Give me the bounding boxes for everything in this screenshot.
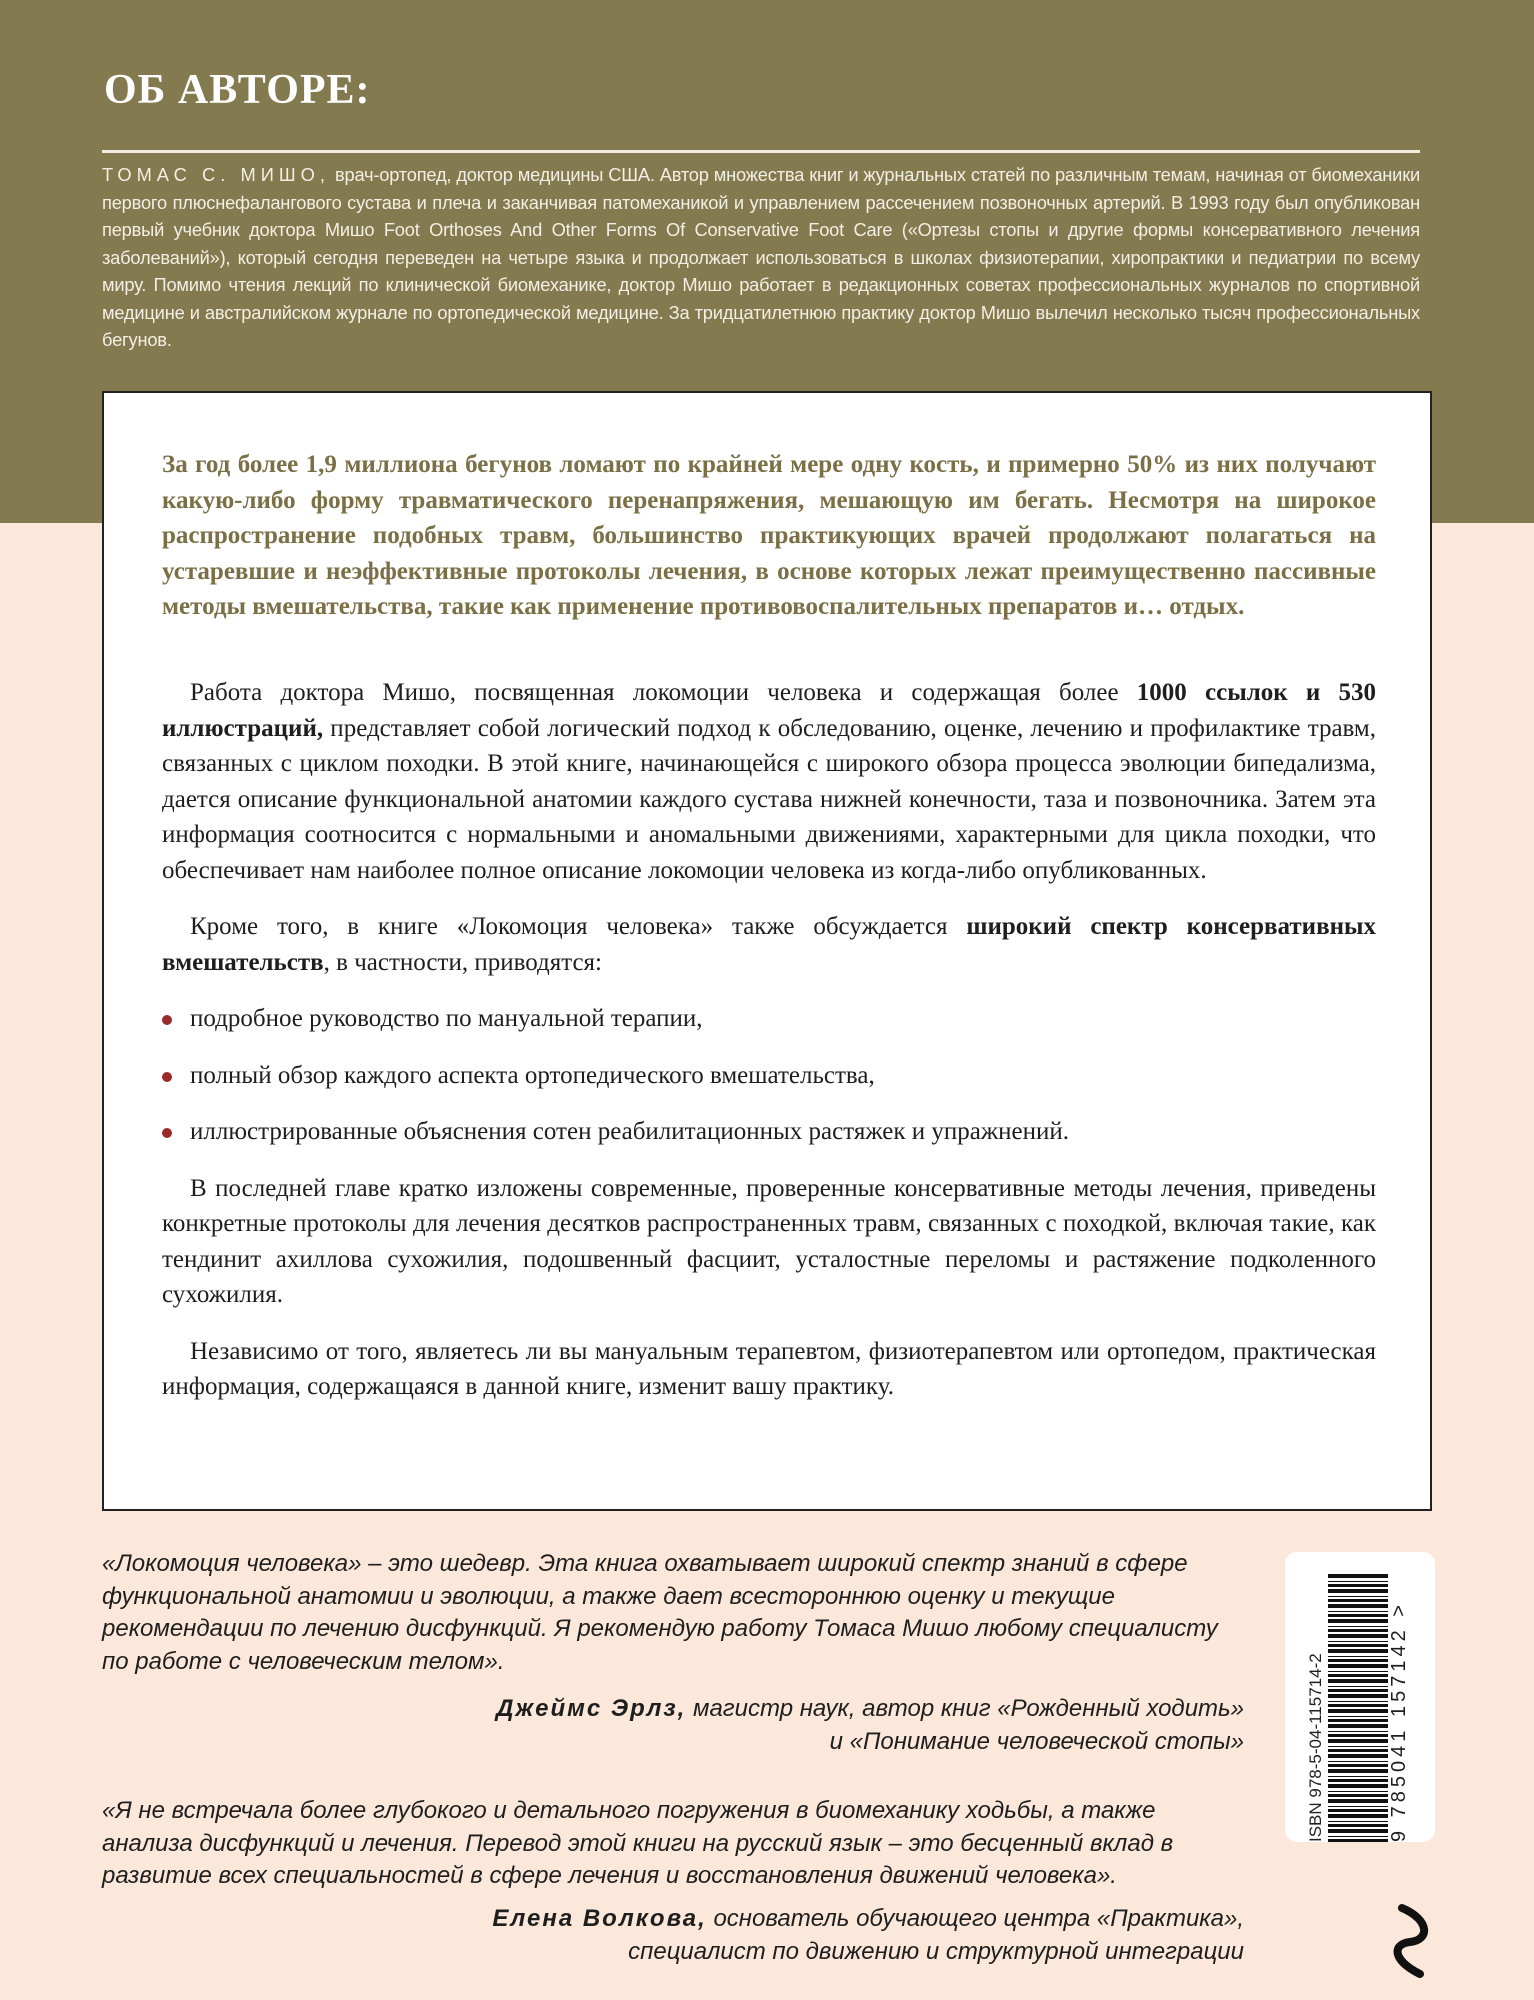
list-item-text: подробное руководство по мануальной терапии, — [190, 1005, 703, 1032]
bullet-icon — [162, 1015, 172, 1025]
testimonial-quote: «Локомоция человека» – это шедевр. Эта книга охватывает широкий спектр знаний в сфере функциональной анатомии и эволюции, а также дает всестороннюю оценку и текущие рекомендации по лечению дисфункций. Я рекомендую работу Томаса Мишо любому специалисту по работе с человеческим телом». — [102, 1550, 1218, 1675]
ean-number: 9 785041 157142 > — [1388, 1601, 1410, 1842]
description-box — [102, 391, 1432, 1511]
description-body — [162, 675, 1376, 1426]
list-item — [162, 1058, 1376, 1094]
barcode — [1285, 1552, 1435, 1842]
bold-text: широкий спектр консервативных вмешательств — [162, 913, 1376, 976]
author-bio-text: врач-ортопед, доктор медицины США. Автор множества книг и журнальных статей по различным темам, начиная от биомеханики первого плюснефалангового сустава и плеча и заканчивая патомеханикой и управлением рассечением позвоночных артерий. В 1993 году был опубликован первый учебник доктора Мишо Foot Orthoses And Other Forms Of Conservative Foot Care («Ортезы стопы и другие формы консервативного лечения заболеваний»), который сегодня переведен на четыре языка и продолжает использоваться в школах физиотерапии, хиропрактики и педиатрии по всему миру. Помимо чтения лекций по клинической биомеханике, доктор Мишо работает в редакционных советах профессиональных журналов по спортивной медицине и австралийском журнале по ортопедической медицине. За тридцатилетнюю практику доктор Мишо вылечил несколько тысяч профессиональных бегунов. — [102, 164, 1420, 350]
text: Кроме того, в книге «Локомоция человека» также обсуждается — [190, 913, 967, 940]
list-item — [162, 1001, 1376, 1037]
paragraph — [162, 675, 1376, 888]
text: Работа доктора Мишо, посвященная локомоции человека и содержащая более — [190, 679, 1137, 706]
author-bio — [102, 161, 1420, 354]
text: представляет собой логический подход к обследованию, оценке, лечению и профилактике травм, связанных с циклом походки. В этой книге, начинающейся с широкого обзора процесса эволюции бипедализма, дается описание функциональной анатомии каждого сустава нижней конечности, таза и позвоночника. Затем эта информация соотносится с нормальными и аномальными движениями, характерными для цикла походки, что обеспечивает нам наиболее полное описание локомоции человека из когда-либо опубликованных. — [162, 714, 1376, 884]
barcode-rotated — [1306, 1552, 1410, 1842]
bold-text: 1000 ссылок и 530 иллюстраций, — [162, 679, 1376, 742]
divider — [102, 150, 1420, 153]
list-item — [162, 1114, 1376, 1150]
text: , в частности, приводятся: — [323, 948, 602, 976]
testimonial-attribution — [344, 1903, 1244, 1968]
list-item-text: иллюстрированные объяснения сотен реабилитационных растяжек и упражнений. — [190, 1118, 1070, 1145]
quote-author: Елена Волкова, — [492, 1905, 707, 1932]
bullet-icon — [162, 1128, 172, 1138]
publisher-logo-icon — [1380, 1900, 1440, 1980]
paragraph: В последней главе кратко изложены современные, проверенные консервативные методы лечения, приведены конкретные протоколы для лечения десятков распространенных травм, связанных с походкой, включая такие, как тендинит ахиллова сухожилия, подошвенный фасциит, усталостные переломы и растяжение подколенного сухожилия. — [162, 1174, 1376, 1308]
testimonial-quote: «Я не встречала более глубокого и детального погружения в биомеханику ходьбы, а также анализа дисфункций и лечения. Перевод этой книги на русский язык – это бесценный вклад в развитие всех специальностей в сфере лечения и восстановления движений человека». — [102, 1797, 1174, 1889]
paragraph — [162, 909, 1376, 980]
quote-role: специалист по движению и структурной интеграции — [628, 1937, 1244, 1965]
barcode-bars — [1328, 1572, 1388, 1842]
bullet-icon — [162, 1072, 172, 1082]
quote-role: и «Понимание человеческой стопы» — [829, 1727, 1244, 1755]
quote-role: основатель обучающего центра «Практика», — [706, 1905, 1244, 1932]
quote-author: Джеймс Эрлз, — [496, 1695, 687, 1722]
isbn-text: ISBN 978-5-04-115714-2 — [1306, 1653, 1325, 1842]
author-name: ТОМАС С. МИШО, — [102, 164, 330, 185]
about-author-title: ОБ АВТОРЕ: — [104, 67, 371, 113]
paragraph: Независимо от того, являетесь ли вы мануальным терапевтом, физиотерапевтом или ортопедом, практическая информация, содержащаяся в данной книге, изменит вашу практику. — [162, 1337, 1376, 1400]
bullet-list — [162, 1001, 1376, 1150]
quote-role: магистр наук, автор книг «Рожденный ходить» — [686, 1695, 1244, 1722]
lead-paragraph: За год более 1,9 миллиона бегунов ломают по крайней мере одну кость, и примерно 50% из них получают какую-либо форму травматического перенапряжения, мешающую им бегать. Несмотря на широкое распространение подобных травм, большинство практикующих врачей продолжают полагаться на устаревшие и неэффективные протоколы лечения, в основе которых лежат преимущественно пассивные методы вмешательства, такие как применение противовоспалительных препаратов и… отдых. — [162, 451, 1376, 620]
testimonial-attribution — [344, 1693, 1244, 1758]
list-item-text: полный обзор каждого аспекта ортопедического вмешательства, — [190, 1061, 875, 1089]
